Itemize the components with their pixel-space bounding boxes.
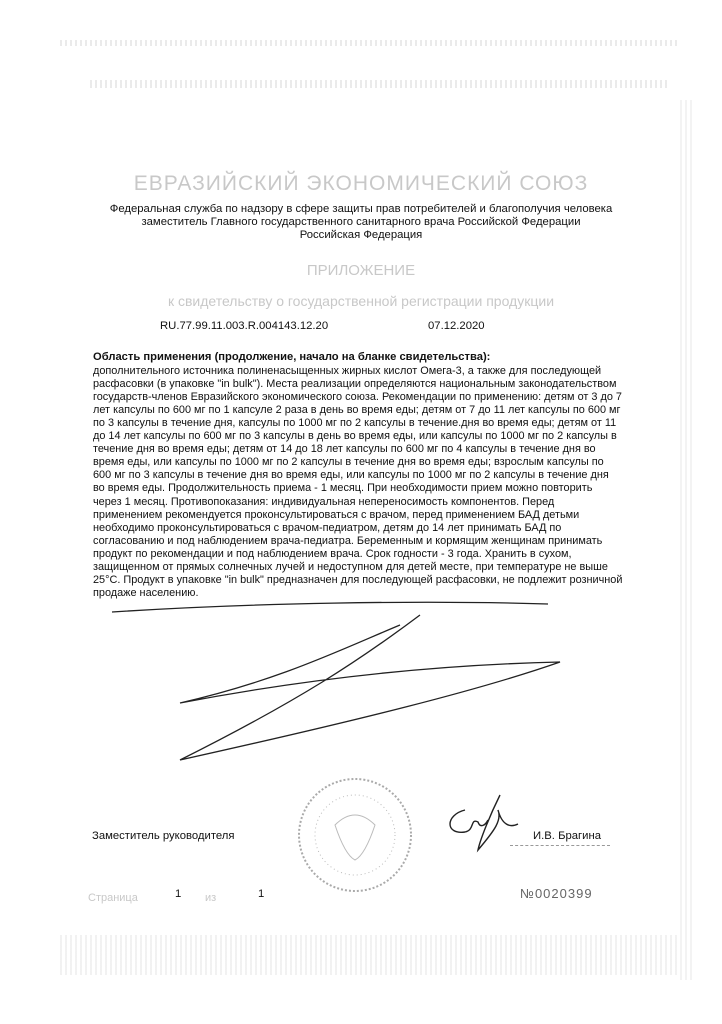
body-text: дополнительного источника полиненасыщенных жирных кислот Омега-3, а также для последующей расфасовки (в упаковке "in bulk"). Места реализации определяются национальным законодательством государств-членов Евразийского экономического союза. Рекомендации по применению: детям от 3 до 7 лет капсулы по 600 мг по 1 капсуле 2 раза в день во время еды; детям от 7 до 11 лет капсулы по 600 мг по 3 капсулы в течение дня, капсулы по 1000 мг по 2 капсулы в течение.дня во время еды; детям от 11 до 14 лет капсулы по 600 мг по 3 капсулы в день во время еды, или капсулы по 1000 мг по 2 капсулы в течение дня во время еды; детям от 14 до 18 лет капсулы по 600 мг по 4 капсулы в течение дня во время еды, или капсулы по 1000 мг по 2 капсулы в течение дня во время еды; взрослым капсулы по 600 мг по 3 капсулы в течение дня во время еды, или капсулы по 1000 мг по 2 капсулы в течение дня во время еды. Продолжительность приема - 1 месяц. При необходимости прием можно повторить через 1 месяц. Противопоказания: индивидуальная непереносимость компонентов. Перед применением рекомендуется проконсультироваться с врачом, перед применением БАД детьми необходимо проконсультироваться с врачом-педиатром, детям до 14 лет принимать БАД по согласованию и под наблюдением врача-педиатра. Беременным и кормящим женщинам принимать продукт по рекомендации и под наблюдением врача. Срок годности - 3 года. Хранить в сухом, защищенном от прямых солнечных лучей и недоступном для детей месте, при температуре не выше 25°C. Продукт в упаковке "in bulk" предназначен для последующей расфасовки, не подлежит розничной продаже населению. bbox=[93, 365, 623, 599]
form-number: №0020399 bbox=[520, 886, 593, 901]
page-total: 1 bbox=[258, 888, 265, 900]
official-title: заместитель Главного государственного санитарного врача Российской Федерации bbox=[141, 216, 581, 228]
section-title: Область применения (продолжение, начало на бланке свидетельства): bbox=[93, 351, 491, 363]
page-label: Страница bbox=[88, 892, 138, 904]
official-seal-stamp bbox=[295, 775, 415, 895]
agency-name: Федеральная служба по надзору в сфере защиты прав потребителей и благополучия человека bbox=[109, 203, 613, 215]
signature-line bbox=[510, 845, 610, 846]
page-current: 1 bbox=[175, 888, 182, 900]
signature bbox=[440, 790, 520, 860]
signer-name: И.В. Брагина bbox=[533, 830, 602, 842]
signer-title: Заместитель руководителя bbox=[92, 830, 235, 842]
doc-subtitle: к свидетельству о государственной регистрации продукции bbox=[167, 293, 555, 309]
registration-number: RU.77.99.11.003.R.004143.12.20 bbox=[160, 320, 329, 332]
registration-date: 07.12.2020 bbox=[428, 320, 485, 332]
doc-type: ПРИЛОЖЕНИЕ bbox=[306, 262, 416, 279]
union-name: ЕВРАЗИЙСКИЙ ЭКОНОМИЧЕСКИЙ СОЮЗ bbox=[133, 172, 589, 195]
page-of-label: из bbox=[205, 892, 217, 904]
country: Российская Федерация bbox=[299, 229, 423, 241]
